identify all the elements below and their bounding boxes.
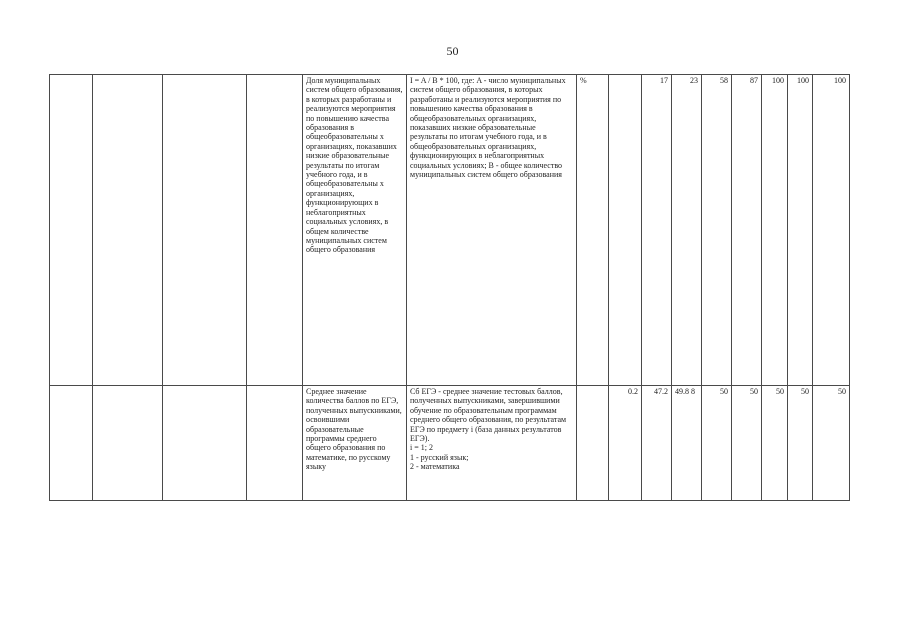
indicator-table <box>49 74 850 501</box>
value-cell: 50 <box>702 386 732 501</box>
unit-cell <box>577 386 609 501</box>
value-cell: 23 <box>672 75 702 386</box>
value-cell: 100 <box>813 75 850 386</box>
value-cell: 47.2 <box>642 386 672 501</box>
value-cell: 100 <box>762 75 788 386</box>
formula-line: I = A / B * 100, где: A - число муниципальных систем общего образования, в которых разработаны и реализуются мероприятия по повышению качества образования в общеобразовательных организациях, показавших низкие образовательные результаты по итогам учебного года, и в общеобразовательных организациях, функционирующих в неблагоприятных социальных условиях; B - общее количество муниципальных систем общего образования <box>410 76 566 180</box>
unit-cell: % <box>577 75 609 386</box>
table-cell <box>163 386 247 501</box>
base-value-cell: 0.2 <box>609 386 642 501</box>
value-cell: 100 <box>788 75 813 386</box>
value-cell: 50 <box>732 386 762 501</box>
base-value-cell <box>609 75 642 386</box>
value-cell: 50 <box>762 386 788 501</box>
table-row <box>50 75 850 386</box>
formula-line: 2 - математика <box>410 462 460 472</box>
page-number: 50 <box>446 44 459 58</box>
formula-line: i = 1; 2 <box>410 443 433 453</box>
value-cell: 87 <box>732 75 762 386</box>
table-cell <box>93 386 163 501</box>
table-cell <box>247 386 303 501</box>
formula-cell <box>407 75 577 386</box>
indicator-name-cell: Среднее значение количества баллов по ЕГЭ, полученных выпускниками, освоившими образовательные программы среднего общего образования по математике, по русскому языку <box>303 386 407 501</box>
table-row <box>50 386 850 501</box>
table-cell <box>50 75 93 386</box>
indicator-name-cell: Доля муниципальных систем общего образования, в которых разработаны и реализуются мероприятия по повышению качества образования в общеобразовательны х организациях, показавших низкие образовательные результаты по итогам учебного года, и в общеобразовательны х организациях, функционирующих в неблагоприятных социальных условиях, в общем количестве муниципальных систем общего образования <box>303 75 407 386</box>
formula-line: Сб ЕГЭ - среднее значение тестовых баллов, полученных выпускниками, завершившими обучение по образовательным программам среднего общего образования, по результатам ЕГЭ по предмету i (база данных результатов ЕГЭ). <box>410 387 567 444</box>
table-cell <box>247 75 303 386</box>
table-cell <box>93 75 163 386</box>
value-cell: 50 <box>813 386 850 501</box>
table-cell <box>163 75 247 386</box>
formula-cell <box>407 386 577 501</box>
value-cell: 50 <box>788 386 813 501</box>
value-cell: 17 <box>642 75 672 386</box>
value-cell: 58 <box>702 75 732 386</box>
formula-line: 1 - русский язык; <box>410 452 469 462</box>
value-cell: 49.8 8 <box>672 386 702 501</box>
table-cell <box>50 386 93 501</box>
